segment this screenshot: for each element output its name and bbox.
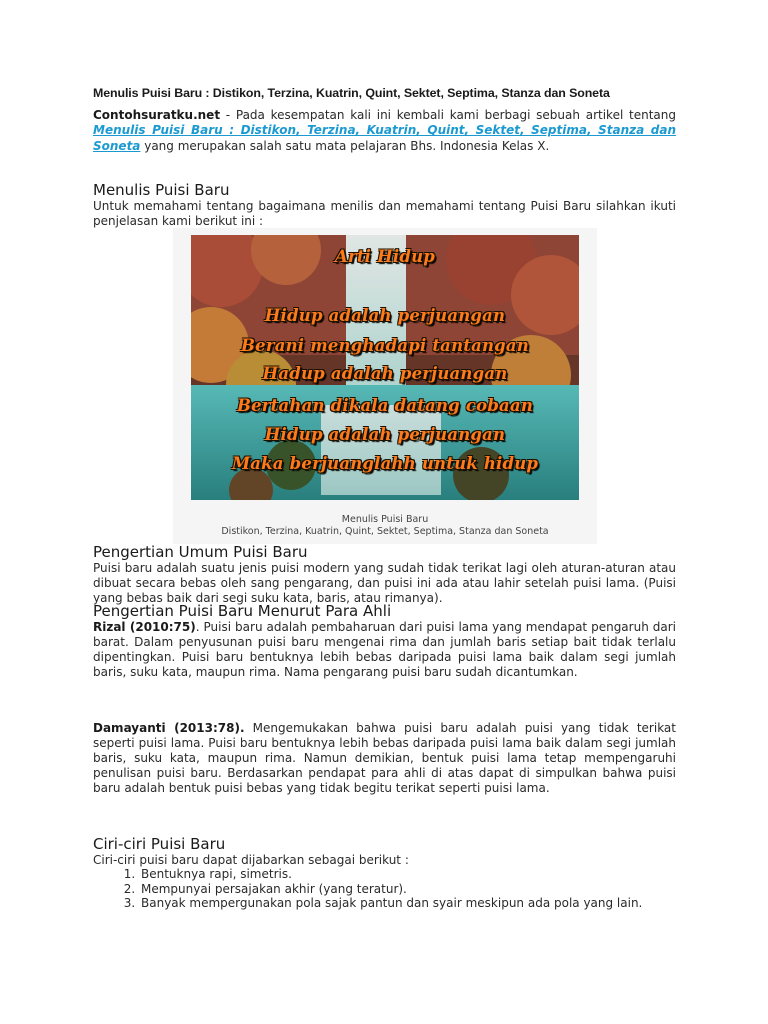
document-title: Menulis Puisi Baru : Distikon, Terzina, Kuatrin, Quint, Sektet, Septima, Stanza dan Soneta — [93, 86, 610, 100]
figure-caption-subtitle: Distikon, Terzina, Kuatrin, Quint, Sektet, Septima, Stanza dan Soneta — [221, 526, 549, 537]
ciri-ciri-intro: Ciri-ciri puisi baru dapat dijabarkan sebagai berikut : — [93, 853, 409, 867]
list-item: 3. Banyak mempergunakan pola sajak pantun dan syair meskipun ada pola yang lain. — [139, 896, 676, 911]
list-item: 2. Mempunyai persajakan akhir (yang teratur). — [139, 882, 676, 897]
rizal-paragraph — [93, 620, 676, 680]
heading-pengertian-menurut-ahli: Pengertian Puisi Baru Menurut Para Ahli — [93, 602, 392, 620]
heading-ciri-ciri: Ciri-ciri Puisi Baru — [93, 835, 226, 853]
damayanti-citation: Damayanti (2013:78). — [93, 721, 245, 735]
figure-caption-title: Menulis Puisi Baru — [341, 514, 429, 525]
damayanti-paragraph — [93, 721, 676, 796]
intro-text-after: yang merupakan salah satu mata pelajaran Bhs. Indonesia Kelas X. — [140, 138, 550, 153]
rizal-citation: Rizal (2010:75) — [93, 620, 196, 634]
poster-line-2: Hidup adalah perjuangan — [264, 306, 506, 325]
poster-line-1: Arti Hidup — [334, 247, 436, 266]
ciri-ciri-list — [93, 867, 676, 911]
section2-body: Puisi baru adalah suatu jenis puisi modern yang sudah tidak terikat lagi oleh aturan-aturan atau dibuat secara bebas oleh sang pengarang, dan puisi ini ada atau lahir setelah puisi lama. (Puisi yang bebas baik dari segi suku kata, baris, atau rimanya). — [93, 561, 676, 605]
poster-line-3: Berani menghadapi tantangan — [240, 336, 530, 355]
rizal-text: . Puisi baru adalah pembaharuan dari puisi lama yang mendapat pengaruh dari barat. Dalam penyusunan puisi baru mengenai rima dan jumlah baris setiap bait tidak terlalu dipentingkan. Puisi baru bentuknya lebih bebas daripada puisi lama baik dalam segi jumlah baris, suku kata, maupun rima. Nama pengarang puisi baru sudah dicantumkan. — [93, 620, 677, 679]
intro-paragraph — [93, 108, 676, 154]
poster-line-5: Bertahan dikala datang cobaan — [236, 396, 534, 415]
poster-line-6: Hidup adalah perjuangan — [264, 425, 506, 444]
intro-text-before: - Pada kesempatan kali ini kembali kami berbagi sebuah artikel tentang — [220, 108, 676, 122]
damayanti-text: Mengemukakan bahwa puisi baru adalah puisi yang tidak terikat seperti puisi lama. Puisi baru bentuknya lebih bebas daripada puisi lama baik dalam segi jumlah baris, suku kata, maupun rima. Namun demikian, bentuk puisi lama tetap mempengaruhi penulisan puisi baru. Berdasarkan pendapat para ahli di atas dapat di simpulkan bahwa puisi baru adalah bentuk puisi bebas yang tidak begitu terikat seperti puisi lama. — [93, 721, 676, 795]
site-name: Contohsuratku.net — [93, 108, 221, 122]
article-link[interactable]: Menulis Puisi Baru : Distikon, Terzina, Kuatrin, Quint, Sektet, Septima, Stanza dan Soneta — [93, 123, 676, 153]
heading-menulis-puisi-baru: Menulis Puisi Baru — [93, 181, 230, 199]
poster-line-4: Hadup adalah perjuangan — [262, 364, 508, 383]
poster-figure — [173, 228, 597, 544]
section1-body: Untuk memahami tentang bagaimana menilis dan memahami tentang Puisi Baru silahkan ikuti penjelasan kami berikut ini : — [93, 199, 676, 228]
list-item: 1. Bentuknya rapi, simetris. — [139, 867, 676, 882]
poster-line-7: Maka berjuanglahh untuk hidup — [231, 454, 539, 473]
waterfall-poster-image — [191, 235, 579, 500]
heading-pengertian-umum: Pengertian Umum Puisi Baru — [93, 543, 308, 561]
